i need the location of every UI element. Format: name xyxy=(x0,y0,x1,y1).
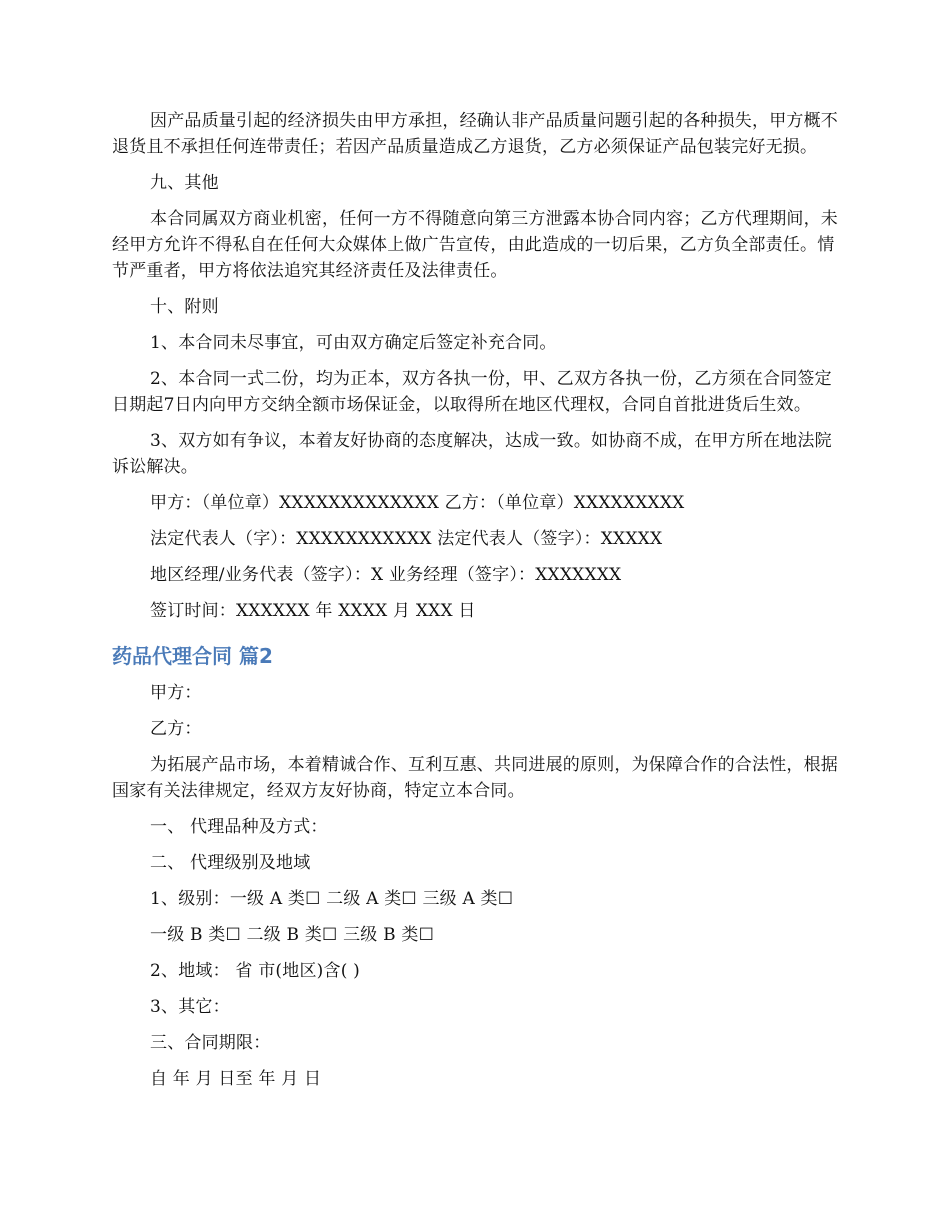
section-heading-other: 九、其他 xyxy=(150,173,219,193)
paragraph-supplement-3: 3、双方如有争议，本着友好协商的态度解决，达成一致。如协商不成，在甲方所在地法院诉讼解决。 xyxy=(112,431,832,477)
party-b-line: 乙方： xyxy=(150,719,202,739)
signing-date-line: 签订时间：XXXXXX 年 XXXX 月 XXX 日 xyxy=(150,601,476,621)
signature-manager-line: 地区经理/业务代表（签字）：X 业务经理（签字）：XXXXXXX xyxy=(150,565,622,585)
article-heading: 药品代理合同 篇2 xyxy=(112,644,273,668)
clause-heading-level-region: 二、 代理级别及地域 xyxy=(150,853,311,873)
signature-party-line: 甲方：（单位章）XXXXXXXXXXXXX 乙方：（单位章）XXXXXXXXX xyxy=(150,493,685,513)
signature-legal-rep-line: 法定代表人（字）：XXXXXXXXXXX 法定代表人（签字）：XXXXX xyxy=(150,529,663,549)
clause-heading-products: 一、 代理品种及方式： xyxy=(150,817,328,837)
clause-heading-term: 三、合同期限： xyxy=(150,1033,271,1053)
party-a-line: 甲方： xyxy=(150,683,202,703)
section-heading-supplementary: 十、附则 xyxy=(150,297,219,317)
level-options-a: 1、级别：一级 A 类☐ 二级 A 类☐ 三级 A 类☐ xyxy=(150,889,514,909)
other-line: 3、其它： xyxy=(150,997,230,1017)
paragraph-supplement-2: 2、本合同一式二份，均为正本，双方各执一份，甲、乙双方各执一份，乙方须在合同签定日期起7日内向甲方交纳全额市场保证金，以取得所在地区代理权，合同自首批进货后生效。 xyxy=(112,369,832,415)
region-line: 2、地域： 省 市(地区)含( ) xyxy=(150,961,360,981)
document-page xyxy=(112,108,840,1092)
term-date-line: 自 年 月 日至 年 月 日 xyxy=(150,1069,322,1089)
paragraph-quality-loss: 因产品质量引起的经济损失由甲方承担，经确认非产品质量问题引起的各种损失，甲方概不退货且不承担任何连带责任；若因产品质量造成乙方退货，乙方必须保证产品包装完好无损。 xyxy=(112,111,838,157)
level-options-b: 一级 B 类☐ 二级 B 类☐ 三级 B 类☐ xyxy=(150,925,435,945)
paragraph-preamble: 为拓展产品市场，本着精诚合作、互利互惠、共同进展的原则，为保障合作的合法性，根据国家有关法律规定，经双方友好协商，特定立本合同。 xyxy=(112,755,838,801)
paragraph-confidentiality: 本合同属双方商业机密，任何一方不得随意向第三方泄露本协合同内容；乙方代理期间，未经甲方允许不得私自在任何大众媒体上做广告宣传，由此造成的一切后果，乙方负全部责任。情节严重者，甲方将依法追究其经济责任及法律责任。 xyxy=(112,209,838,281)
paragraph-supplement-1: 1、本合同未尽事宜，可由双方确定后签定补充合同。 xyxy=(150,333,557,353)
